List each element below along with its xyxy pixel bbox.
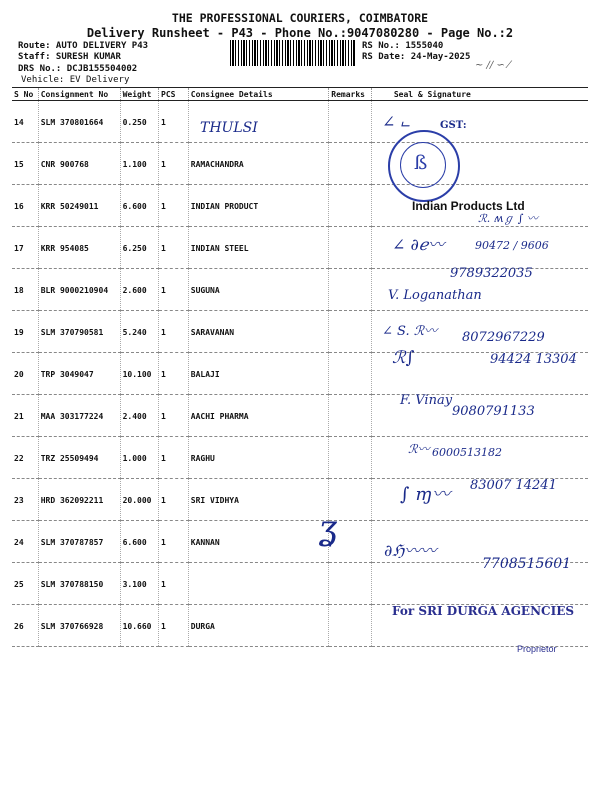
company-seal-stamp [388,130,460,202]
route-label: Route: AUTO DELIVERY P43 [18,41,149,51]
cell-sno: 23 [12,479,38,521]
handwritten-phone-row22: 6000513182 [432,446,502,459]
cell-sno: 26 [12,605,38,647]
cell-consignment: HRD 362092211 [38,479,120,521]
cell-remarks [329,395,372,437]
cell-pcs: 1 [159,521,189,563]
handwritten-phone-row20b: 94424 13304 [490,352,577,367]
cell-sno: 19 [12,311,38,353]
cell-consignment: TRZ 25509494 [38,437,120,479]
cell-weight: 1.100 [120,143,158,185]
cell-sno: 20 [12,353,38,395]
rs-date-label: RS Date: 24-May-2025 [362,52,471,62]
cell-consignee: INDIAN STEEL [188,227,329,269]
stamp-indian-products: Indian Products Ltd [412,199,525,213]
page-subtitle: Delivery Runsheet - P43 - Phone No.:9047080280 - Page No.:2 [86,26,514,40]
cell-pcs: 1 [159,437,189,479]
cell-consignee: BALAJI [188,353,329,395]
cell-consignment: KRR 50249011 [38,185,120,227]
signature-row20b: ℛ∫ [392,348,415,368]
table-row [12,143,588,185]
cell-sno: 24 [12,521,38,563]
cell-weight: 3.100 [120,563,158,605]
cell-remarks [329,143,372,185]
cell-consignee: AACHI PHARMA [188,395,329,437]
cell-consignment: SLM 370787857 [38,521,120,563]
cell-remarks [329,101,372,143]
seal-monogram: ß [414,150,428,174]
handwritten-name-row21: F. Vinay [400,393,453,408]
handwritten-phone-row17: 90472 / 9606 [475,239,549,252]
page-title: THE PROFESSIONAL COURIERS, COIMBATORE [171,11,429,25]
table-row [12,101,588,143]
handwritten-phone-row23: 83007 14241 [470,478,557,493]
cell-remarks [329,353,372,395]
top-scribble: ~ ∕∕ ∽ ⁄ [475,60,510,71]
col-header-weight: Weight [120,88,158,101]
cell-consignee: DURGA [188,605,329,647]
signature-row17: ∠ ∂ℯ〰 [392,235,445,254]
cell-sno: 25 [12,563,38,605]
cell-remarks [329,437,372,479]
cell-weight: 5.240 [120,311,158,353]
cell-sno: 15 [12,143,38,185]
signature-row14: ∠ ⨽ [382,112,410,131]
cell-weight: 20.000 [120,479,158,521]
cell-consignment: BLR 9000210904 [38,269,120,311]
handwritten-phone-row20: 8072967229 [462,330,545,345]
cell-consignment: MAA 303177224 [38,395,120,437]
cell-consignment: SLM 370788150 [38,563,120,605]
cell-remarks [329,563,372,605]
cell-consignee: SUGUNA [188,269,329,311]
cell-pcs: 1 [159,395,189,437]
barcode [230,40,355,66]
col-header-seal: Seal & Signature [371,88,588,101]
staff-label: Staff: SURESH KUMAR [18,52,121,62]
cell-remarks [329,185,372,227]
cell-consignment: CNR 900768 [38,143,120,185]
cell-sno: 14 [12,101,38,143]
col-header-pcs: PCS [159,88,189,101]
handwritten-consignee-thulsi: THULSI [200,120,258,136]
cell-weight: 2.600 [120,269,158,311]
cell-weight: 6.600 [120,521,158,563]
cell-consignment: SLM 370801664 [38,101,120,143]
cell-consignee: SARAVANAN [188,311,329,353]
cell-pcs: 1 [159,101,189,143]
signature-row20: ∠ S. ℛ〰 [382,324,438,339]
cell-weight: 6.250 [120,227,158,269]
cell-remarks [329,605,372,647]
cell-sno: 18 [12,269,38,311]
vehicle-label: Vehicle: EV Delivery [21,75,130,85]
proprietor-label: Proprietor [517,644,557,654]
cell-remarks [329,269,372,311]
cell-remarks [329,311,372,353]
cell-pcs: 1 [159,605,189,647]
cell-consignment: KRR 954085 [38,227,120,269]
signature-row16: ℛ. ʍℊ ∫ 〰 [478,212,538,225]
col-header-consignment: Consignment No [38,88,120,101]
cell-weight: 1.000 [120,437,158,479]
cell-sno: 16 [12,185,38,227]
cell-sno: 21 [12,395,38,437]
cell-sno: 17 [12,227,38,269]
cell-remarks [329,227,372,269]
handwritten-gst: GST: [440,120,467,131]
handwritten-phone-row21: 9080791133 [452,404,535,419]
cell-pcs: 1 [159,269,189,311]
signature-row22: ℛ〰 [408,442,430,456]
cell-weight: 10.660 [120,605,158,647]
cell-weight: 0.250 [120,101,158,143]
rs-no-label: RS No.: 1555040 [362,41,444,51]
cell-consignment: TRP 3049047 [38,353,120,395]
cell-sno: 22 [12,437,38,479]
agency-stamp: For SRI DURGA AGENCIES [392,604,575,618]
cell-pcs: 1 [159,563,189,605]
handwritten-phone-row25: 7708515601 [482,556,572,572]
cell-consignee: RAGHU [188,437,329,479]
cell-pcs: 1 [159,311,189,353]
cell-pcs: 1 [159,353,189,395]
signature-row23: ∫ ɱ〰 [400,484,451,505]
cell-consignee: INDIAN PRODUCT [188,185,329,227]
cell-consignee: KANNAN [188,521,329,563]
cell-consignee: SRI VIDHYA [188,479,329,521]
col-header-consignee: Consignee Details [188,88,329,101]
col-header-remarks: Remarks [329,88,372,101]
cell-weight: 2.400 [120,395,158,437]
cell-consignment: SLM 370766928 [38,605,120,647]
table-header-row [12,88,588,101]
cell-pcs: 1 [159,479,189,521]
handwritten-phone-row18: 9789322035 [450,266,533,281]
cell-pcs: 1 [159,143,189,185]
cell-weight: 10.100 [120,353,158,395]
cell-weight: 6.600 [120,185,158,227]
signature-row25: ∂ℌ〰〰 [384,541,437,560]
cell-pcs: 1 [159,227,189,269]
col-header-sno: S No [12,88,38,101]
handwritten-name-row19: V. Loganathan [388,288,482,303]
signature-kannan: ʓ [318,508,338,548]
cell-pcs: 1 [159,185,189,227]
cell-consignee: RAMACHANDRA [188,143,329,185]
cell-consignment: SLM 370790581 [38,311,120,353]
drs-label: DRS No.: DCJB155504002 [18,64,138,74]
cell-consignee [188,563,329,605]
